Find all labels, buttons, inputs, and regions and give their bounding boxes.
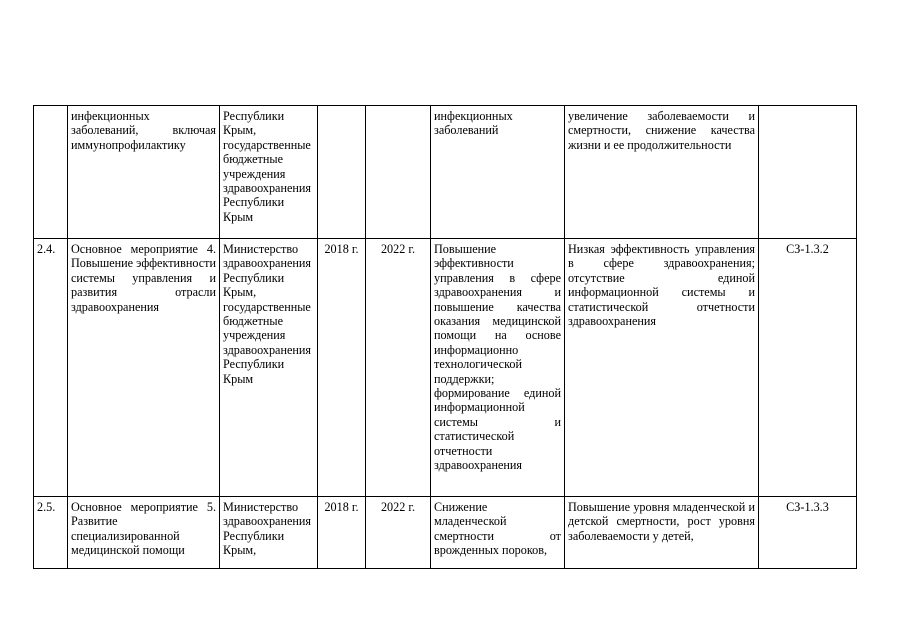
cell-executor: Министерство здравоохранения Республики Крым, государственные бюджетные учреждения здравоохранения Республики Крым: [220, 239, 318, 497]
cell-link-indicator: СЗ-1.3.2: [759, 239, 857, 497]
cell-measure: Основное мероприятие 4. Повышение эффективности системы управления и развития отрасли здравоохранения: [68, 239, 220, 497]
table-row: [34, 239, 857, 497]
cell-start-year: [318, 106, 366, 239]
cell-expected-result: инфекционных заболеваний: [431, 106, 565, 239]
cell-start-year: 2018 г.: [318, 239, 366, 497]
cell-link-indicator: СЗ-1.3.3: [759, 497, 857, 569]
table-row: [34, 497, 857, 569]
cell-end-year: [366, 106, 431, 239]
cell-executor: Министерство здравоохранения Республики Крым,: [220, 497, 318, 569]
cell-measure: Основное мероприятие 5. Развитие специализированной медицинской помощи: [68, 497, 220, 569]
cell-number: 2.5.: [34, 497, 68, 569]
cell-number: 2.4.: [34, 239, 68, 497]
cell-link-indicator: [759, 106, 857, 239]
cell-executor: Республики Крым, государственные бюджетные учреждения здравоохранения Республики Крым: [220, 106, 318, 239]
cell-consequences: Низкая эффективность управления в сфере здравоохранения; отсутствие единой информационной системы и статистической отчетности здравоохранения: [565, 239, 759, 497]
cell-expected-result: Повышение эффективности управления в сфере здравоохранения и повышение качества оказания медицинской помощи на основе информационно технологической поддержки; формирование единой информационной системы и статистической отчетности здравоохранения: [431, 239, 565, 497]
cell-consequences: увеличение заболеваемости и смертности, снижение качества жизни и ее продолжительности: [565, 106, 759, 239]
cell-expected-result: Снижение младенческой смертности от врожденных пороков,: [431, 497, 565, 569]
cell-number: [34, 106, 68, 239]
cell-end-year: 2022 г.: [366, 497, 431, 569]
document-table: [33, 105, 857, 569]
cell-consequences: Повышение уровня младенческой и детской смертности, рост уровня заболеваемости у детей,: [565, 497, 759, 569]
cell-measure: инфекционных заболеваний, включая иммунопрофилактику: [68, 106, 220, 239]
table-row: [34, 106, 857, 239]
cell-end-year: 2022 г.: [366, 239, 431, 497]
cell-start-year: 2018 г.: [318, 497, 366, 569]
